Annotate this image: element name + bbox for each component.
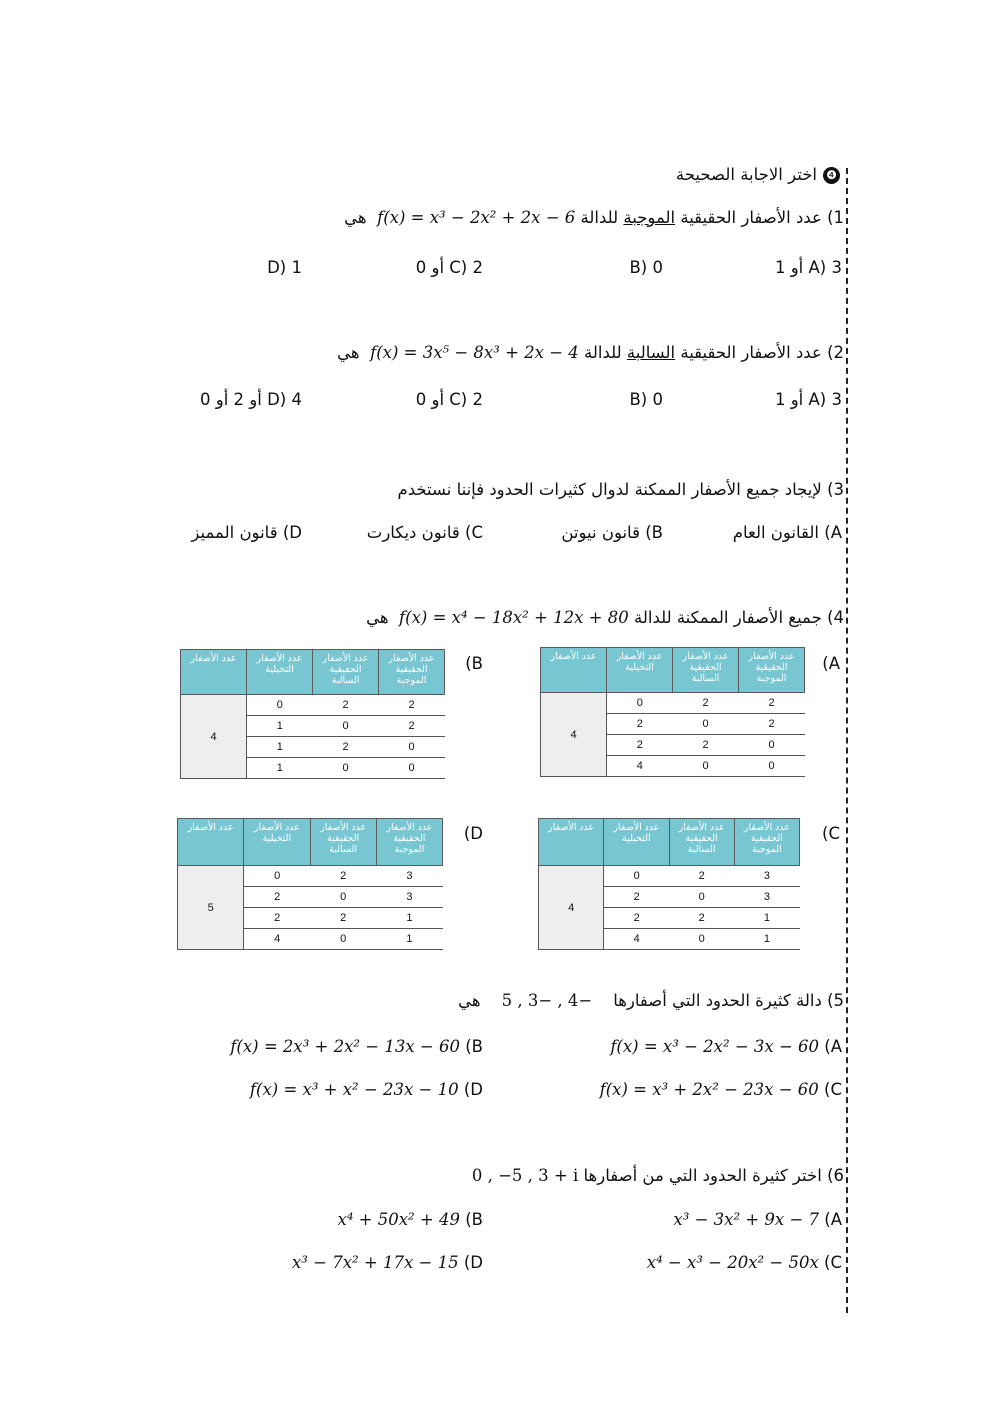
question-6 — [472, 1166, 844, 1185]
question-formula: f(x) = x⁴ − 18x² + 12x + 80 — [399, 608, 629, 627]
question-tail: هي — [344, 208, 367, 227]
question-tail: هي — [366, 608, 389, 627]
question-number: 3) — [827, 480, 844, 499]
question-text: للدالة — [580, 208, 619, 227]
q4-option-b-label[interactable]: B) — [465, 654, 483, 673]
q4-table-c: عدد الأصفار الحقيقية الموجبة عدد الأصفار الحقيقية السالبة عدد الأصفار التخيلية عدد الأصفار 3 2 0 4 3 0 2 1 2 2 1 0 4 — [538, 818, 800, 950]
question-emphasis: الموجبة — [623, 208, 676, 227]
question-number: 5) — [827, 991, 844, 1010]
section-title — [676, 165, 840, 184]
question-text: عدد الأصفار الحقيقية — [680, 208, 822, 227]
total-zeros: 5 — [178, 866, 244, 950]
question-emphasis: السالبة — [626, 343, 676, 362]
question-text: دالة كثيرة الحدود التي أصفارها — [613, 991, 822, 1010]
q6-option-a[interactable]: A) x³ − 3x² + 9x − 7 — [673, 1210, 842, 1229]
q6-option-d[interactable]: D) x³ − 7x² + 17x − 15 — [292, 1253, 483, 1272]
total-zeros: 4 — [541, 693, 607, 777]
q2-option-b[interactable]: B) 0 — [629, 390, 663, 409]
question-text: للدالة — [584, 343, 622, 362]
q1-option-c[interactable]: C) 2 أو 0 — [415, 258, 483, 277]
question-tail: هي — [337, 343, 360, 362]
q1-option-b[interactable]: B) 0 — [629, 258, 663, 277]
q3-option-c[interactable]: C) قانون ديكارت — [366, 523, 483, 542]
question-text: عدد الأصفار الحقيقية — [680, 343, 822, 362]
q2-option-d[interactable]: D) 4 أو 2 أو 0 — [200, 390, 302, 409]
question-zeros: 0 , −5 , 3 + i — [471, 1166, 579, 1185]
question-formula: f(x) = x³ − 2x² + 2x − 6 — [377, 208, 576, 227]
q4-option-d-label[interactable]: D) — [463, 824, 483, 843]
dashed-margin-line — [846, 168, 848, 1313]
question-2 — [337, 343, 844, 362]
question-4 — [366, 608, 844, 627]
question-number: 6) — [827, 1166, 844, 1185]
question-3 — [398, 480, 844, 499]
q4-table-b: عدد الأصفار الحقيقية الموجبة عدد الأصفار الحقيقية السالبة عدد الأصفار التخيلية عدد الأصفار 2 2 0 4 2 0 1 0 2 1 0 0 1 — [180, 649, 445, 779]
q4-table-a: عدد الأصفار الحقيقية الموجبة عدد الأصفار الحقيقية السالبة عدد الأصفار التخيلية عدد الأصفار 2 2 0 4 2 0 2 0 2 2 0 0 4 — [540, 647, 805, 777]
q1-option-d[interactable]: D) 1 — [267, 258, 302, 277]
total-zeros: 4 — [539, 866, 604, 950]
question-formula: f(x) = 3x⁵ − 8x³ + 2x − 4 — [370, 343, 579, 362]
q3-option-b[interactable]: B) قانون نيوتن — [561, 523, 663, 542]
q1-option-a[interactable]: A) 3 أو 1 — [774, 258, 842, 277]
q4-option-a-label[interactable]: A) — [822, 654, 840, 673]
question-number: 2) — [827, 343, 844, 362]
q2-option-c[interactable]: C) 2 أو 0 — [415, 390, 483, 409]
question-text: جميع الأصفار الممكنة للدالة — [633, 608, 822, 627]
q4-table-d: عدد الأصفار الحقيقية الموجبة عدد الأصفار الحقيقية السالبة عدد الأصفار التخيلية عدد الأصفار 3 2 0 5 3 0 2 1 2 2 1 0 4 — [177, 818, 443, 950]
q3-option-a[interactable]: A) القانون العام — [732, 523, 842, 542]
question-text: اختر كثيرة الحدود التي من أصفارها — [583, 1166, 822, 1185]
section-number-badge: ❹ — [823, 167, 840, 184]
question-zeros: 5 , 3− , 4− — [501, 991, 593, 1010]
question-tail: هي — [458, 991, 481, 1010]
q5-option-c[interactable]: C) f(x) = x³ + 2x² − 23x − 60 — [599, 1080, 842, 1099]
q6-option-c[interactable]: C) x⁴ − x³ − 20x² − 50x — [646, 1253, 842, 1272]
q4-option-c-label[interactable]: C) — [822, 824, 840, 843]
q5-option-a[interactable]: A) f(x) = x³ − 2x² − 3x − 60 — [610, 1037, 842, 1056]
q2-option-a[interactable]: A) 3 أو 1 — [774, 390, 842, 409]
section-title-text: اختر الاجابة الصحيحة — [675, 165, 817, 184]
q3-option-d[interactable]: D) قانون المميز — [191, 523, 302, 542]
total-zeros: 4 — [181, 695, 247, 779]
question-5 — [458, 991, 844, 1010]
question-1 — [344, 208, 844, 227]
question-number: 1) — [827, 208, 844, 227]
q5-option-d[interactable]: D) f(x) = x³ + x² − 23x − 10 — [249, 1080, 483, 1099]
question-number: 4) — [827, 608, 844, 627]
q5-option-b[interactable]: B) f(x) = 2x³ + 2x² − 13x − 60 — [230, 1037, 483, 1056]
question-text: لإيجاد جميع الأصفار الممكنة لدوال كثيرات الحدود فإننا نستخدم — [397, 480, 822, 499]
q6-option-b[interactable]: B) x⁴ + 50x² + 49 — [337, 1210, 483, 1229]
